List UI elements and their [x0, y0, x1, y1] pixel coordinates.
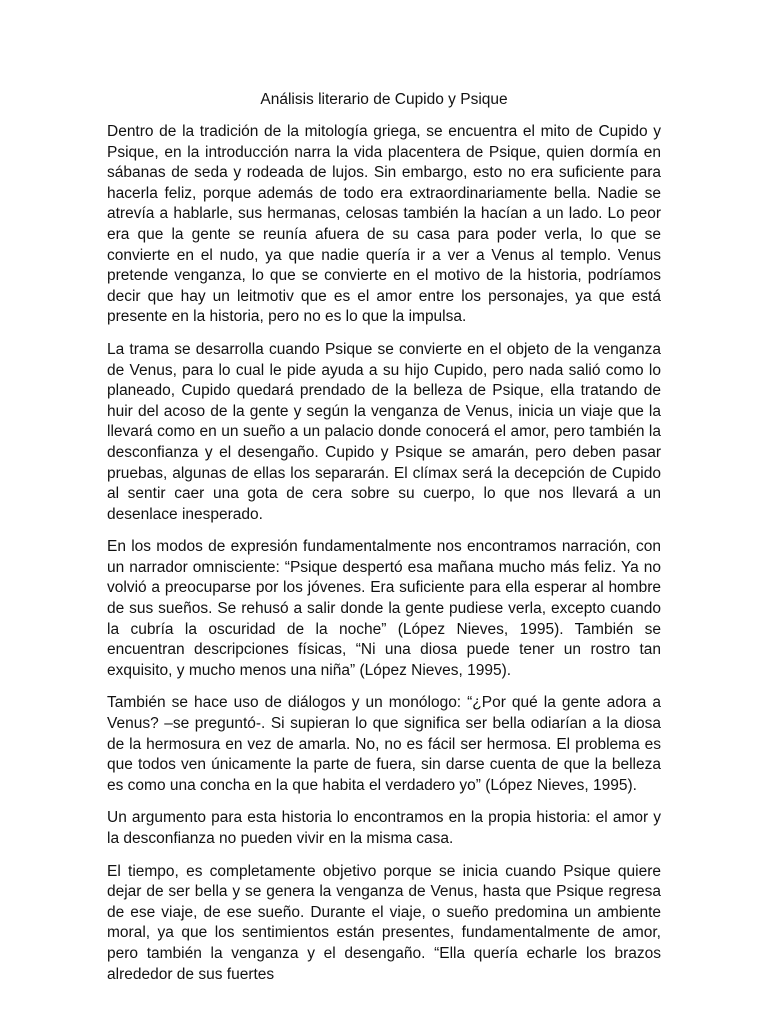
paragraph-dialogue: También se hace uso de diálogos y un monólogo: “¿Por qué la gente adora a Venus? –se preguntó-. Si supieran lo que significa ser bella odiarían a la diosa de la hermosura en vez de amarla. No, no es fácil ser hermosa. El problema es que todos ven únicamente la parte de fuera, sin darse cuenta de que la belleza es como una concha en la que habita el verdadero yo” (López Nieves, 1995).	[107, 694, 661, 794]
paragraph-argument: Un argumento para esta historia lo encontramos en la propia historia: el amor y la desconfianza no pueden vivir en la misma casa.	[107, 809, 661, 847]
paragraph-narration: En los modos de expresión fundamentalmente nos encontramos narración, con un narrador omnisciente: “Psique despertó esa mañana mucho más feliz. Ya no volvió a preocuparse por los jóvenes. Era suficiente para ella esperar al hombre de sus sueños. Se rehusó a salir donde la gente pudiese verla, excepto cuando la cubría la oscuridad de la noche” (López Nieves, 1995). También se encuentran descripciones físicas, “Ni una diosa puede tener un rostro tan exquisito, y mucho menos una niña” (López Nieves, 1995).	[107, 538, 661, 679]
document-body	[107, 122, 661, 997]
paragraph-time: El tiempo, es completamente objetivo porque se inicia cuando Psique quiere dejar de ser bella y se genera la venganza de Venus, hasta que Psique regresa de ese viaje, de ese sueño. Durante el viaje, o sueño predomina un ambiente moral, ya que los sentimientos están presentes, fundamentalmente de amor, pero también la venganza y el desengaño. “Ella quería echarle los brazos alrededor de sus fuertes	[107, 862, 661, 983]
document-title: Análisis literario de Cupido y Psique	[260, 91, 508, 108]
paragraph-plot: La trama se desarrolla cuando Psique se convierte en el objeto de la venganza de Venus, para lo cual le pide ayuda a su hijo Cupido, pero nada salió como lo planeado, Cupido quedará prendado de la belleza de Psique, ella tratando de huir del acoso de la gente y según la venganza de Venus, inicia un viaje que la llevará como en un sueño a un palacio donde conocerá el amor, pero también la desconfianza y el desengaño. Cupido y Psique se amarán, pero deben pasar pruebas, algunas de ellas los separarán. El clímax será la decepción de Cupido al sentir caer una gota de cera sobre su cuerpo, lo que nos llevará a un desenlace inesperado.	[107, 340, 661, 523]
paragraph-intro: Dentro de la tradición de la mitología griega, se encuentra el mito de Cupido y Psique, en la introducción narra la vida placentera de Psique, quien dormía en sábanas de seda y rodeada de lujos. Sin embargo, esto no era suficiente para hacerla feliz, porque además de todo era extraordinariamente bella. Nadie se atrevía a hablarle, sus hermanas, celosas también la hacían a un lado. Lo peor era que la gente se reunía afuera de su casa para poder verla, lo que se convierte en el nudo, ya que nadie quería ir a ver a Venus al templo. Venus pretende venganza, lo que se convierte en el motivo de la historia, podríamos decir que hay un leitmotiv que es el amor entre los personajes, ya que está presente en la historia, pero no es lo que la impulsa.	[107, 123, 661, 326]
